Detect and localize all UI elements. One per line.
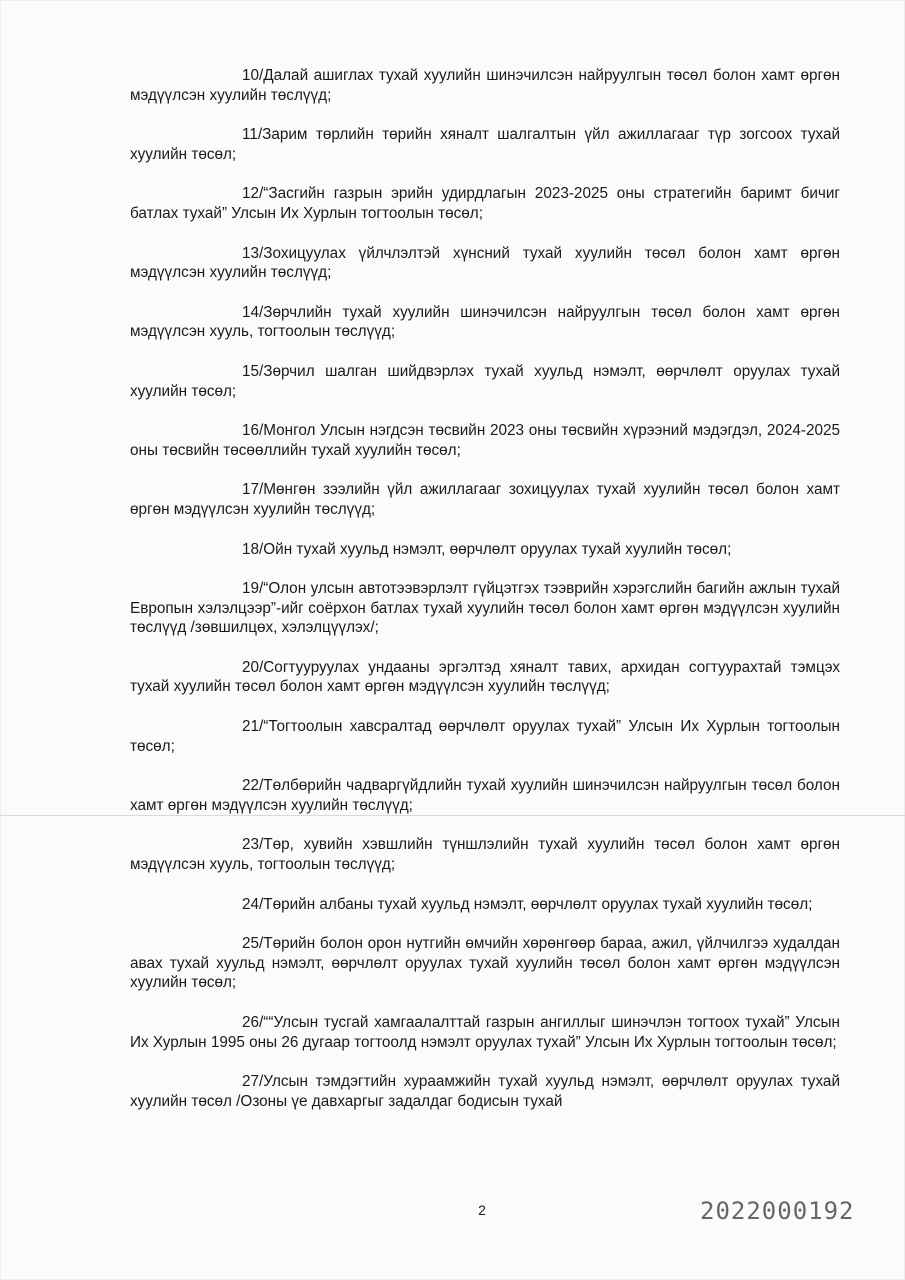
list-item-26: 26/““Улсын тусгай хамгаалалттай газрын ангиллыг шинэчлэн тогтоох тухай” Улсын Их Хурлын 1995 оны 26 дугаар тогтоолд нэмэлт оруулах тухай” Улсын Их Хурлын тогтоолын төсөл; [130,1014,840,1051]
list-item-22: 22/Төлбөрийн чадваргүйдлийн тухай хуулийн шинэчилсэн найруулгын төсөл болон хамт өргөн мэдүүлсэн хуулийн төслүүд; [130,777,840,814]
list-item-25: 25/Төрийн болон орон нутгийн өмчийн хөрөнгөөр бараа, ажил, үйлчилгээ худалдан авах тухай хуульд нэмэлт, өөрчлөлт оруулах тухай хуулийн төсөл болон хамт өргөн мэдүүлсэн хуулийн төсөл; [130,935,840,992]
scan-artifact-line [0,815,905,816]
list-item-20: 20/Согтууруулах ундааны эргэлтэд хяналт тавих, архидан согтуурахтай тэмцэх тухай хуулийн төсөл болон хамт өргөн мэдүүлсэн хуулийн төслүүд; [130,658,840,696]
list-item-23: 23/Төр, хувийн хэвшлийн түншлэлийн тухай хуулийн төсөл болон хамт өргөн мэдүүлсэн хууль, тогтоолын төслүүд; [130,836,840,874]
document-body [130,66,840,1131]
list-item-17: 17/Мөнгөн зээлийн үйл ажиллагааг зохицуулах тухай хуулийн төсөл болон хамт өргөн мэдүүлсэн хуулийн төслүүд; [130,481,840,518]
list-item-15: 15/Зөрчил шалган шийдвэрлэх тухай хуульд нэмэлт, өөрчлөлт оруулах тухай хуулийн төсөл; [130,362,840,400]
list-item-18: 18/Ойн тухай хуульд нэмэлт, өөрчлөлт оруулах тухай хуулийн төсөл; [242,540,732,558]
list-item-21: 21/“Тогтоолын хавсралтад өөрчлөлт оруулах тухай” Улсын Их Хурлын тогтоолын төсөл; [130,718,840,755]
document-number: 2022000192 [700,1197,855,1225]
list-item-27: 27/Улсын тэмдэгтийн хураамжийн тухай хуульд нэмэлт, өөрчлөлт оруулах тухай хуулийн төсөл /Озоны үе давхаргыг задалдаг бодисын тухай [130,1073,840,1110]
list-item-12: 12/“Засгийн газрын эрийн удирдлагын 2023-2025 оны стратегийн баримт бичиг батлах тухай” Улсын Их Хурлын тогтоолын төсөл; [130,185,840,222]
list-item-24: 24/Төрийн албаны тухай хуульд нэмэлт, өөрчлөлт оруулах тухай хуулийн төсөл; [242,895,813,913]
page-number: 2 [478,1202,486,1218]
list-item-11: 11/Зарим төрлийн төрийн хяналт шалгалтын үйл ажиллагааг түр зогсоох тухай хуулийн төсөл; [130,126,840,163]
list-item-16: 16/Монгол Улсын нэгдсэн төсвийн 2023 оны төсвийн хүрээний мэдэгдэл, 2024-2025 оны төсвийн төсөөллийн тухай хуулийн төсөл; [130,422,840,459]
list-item-14: 14/Зөрчлийн тухай хуулийн шинэчилсэн найруулгын төсөл болон хамт өргөн мэдүүлсэн хууль, тогтоолын төслүүд; [130,303,840,341]
list-item-10: 10/Далай ашиглах тухай хуулийн шинэчилсэн найруулгын төсөл болон хамт өргөн мэдүүлсэн хуулийн төслүүд; [130,67,840,104]
list-item-19: 19/“Олон улсын автотээвэрлэлт гүйцэтгэх тээврийн хэрэгслийн багийн ажлын тухай Европын хэлэлцээр”-ийг соёрхон батлах тухай хуулийн төсөл болон хамт өргөн мэдүүлсэн хуулийн төслүүд /зөвшилцөх, хэлэлцүүлэх/; [130,580,840,637]
list-item-13: 13/Зохицуулах үйлчлэлтэй хүнсний тухай хуулийн төсөл болон хамт өргөн мэдүүлсэн хуулийн төслүүд; [130,244,840,282]
